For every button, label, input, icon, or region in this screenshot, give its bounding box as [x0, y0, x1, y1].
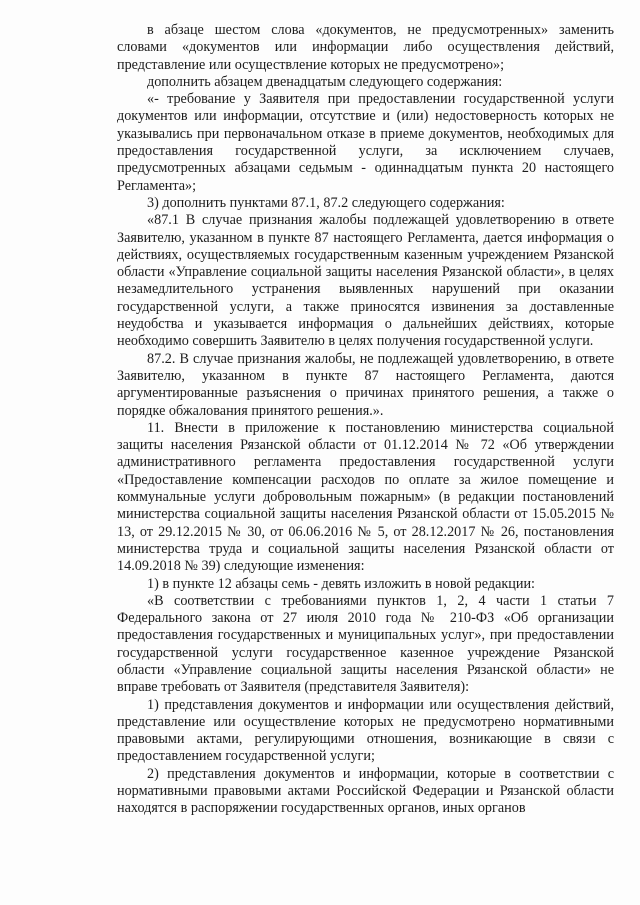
paragraph-list-2: 2) представления документов и информации, которые в соответствии с нормативными правовыми актами Российской Федерации и Рязанской области находятся в распоряжении государственных органов, иных органов [117, 765, 614, 817]
paragraph-requirement: «- требование у Заявителя при предоставлении государственной услуги документов или информации, отсутствие и (или) недостоверность которых не указывались при первоначальном отказе в приеме документов, необходимых для предоставления государственной услуги, за исключением случаев, предусмотренных абзацами седьмым - одиннадцатым пункта 20 настоящего Регламента»; [117, 91, 614, 194]
paragraph-87-2: 87.2. В случае признания жалобы, не подлежащей удовлетворению, в ответе Заявителю, указанном в пункте 87 настоящего Регламента, даются аргументированные разъяснения о причинах принятого решения, а также о порядке обжалования принятого решения.». [117, 350, 614, 419]
paragraph-abzac-6: в абзаце шестом слова «документов, не предусмотренных» заменить словами «документов или информации либо осуществления действий, представление или осуществление которых не предусмотрено»; [117, 22, 614, 73]
paragraph-point-12: 1) в пункте 12 абзацы семь - девять изложить в новой редакции: [147, 575, 535, 592]
paragraph-list-1: 1) представления документов и информации или осуществления действий, представление или осуществление которых не предусмотрено нормативными правовыми актами, регулирующими отношения, возникающие в связи с предоставлением государственной услуги; [117, 696, 614, 765]
paragraph-87-1: «87.1 В случае признания жалобы подлежащей удовлетворению в ответе Заявителю, указанном в пункте 87 настоящего Регламента, дается информация о действиях, осуществляемых государственным казенным учреждением Рязанской области «Управление социальной защиты населения Рязанской области», в целях незамедлительного устранения выявленных нарушений при оказании государственной услуги, а также приносятся извинения за доставленные неудобства и указывается информация о дальнейших действиях, которые необходимо совершить Заявителю в целях получения государственной услуги. [117, 212, 614, 350]
document-body [117, 22, 614, 818]
paragraph-law-requirements: «В соответствии с требованиями пунктов 1, 2, 4 части 1 статьи 7 Федерального закона от 27 июля 2010 года № 210-ФЗ «Об организации предоставления государственных и муниципальных услуг», при предоставлении государственной услуги государственное казенное учреждение Рязанской области «Управление социальной защиты населения Рязанской области» не вправе требовать от Заявителя (представителя Заявителя): [117, 592, 614, 696]
paragraph-add-points: 3) дополнить пунктами 87.1, 87.2 следующего содержания: [147, 194, 505, 211]
paragraph-item-11: 11. Внести в приложение к постановлению министерства социальной защиты населения Рязанской области от 01.12.2014 № 72 «Об утверждении административного регламента предоставления государственной услуги «Предоставление компенсации расходов по оплате за жилое помещение и коммунальные услуги добровольным пожарным» (в редакции постановлений министерства социальной защиты населения Рязанской области от 15.05.2015 № 13, от 29.12.2015 № 30, от 06.06.2016 № 5, от 28.12.2017 № 26, постановления министерства труда и социальной защиты населения Рязанской области от 14.09.2018 № 39) следующие изменения: [117, 419, 614, 575]
paragraph-add-abzac-12: дополнить абзацем двенадцатым следующего содержания: [147, 73, 503, 90]
